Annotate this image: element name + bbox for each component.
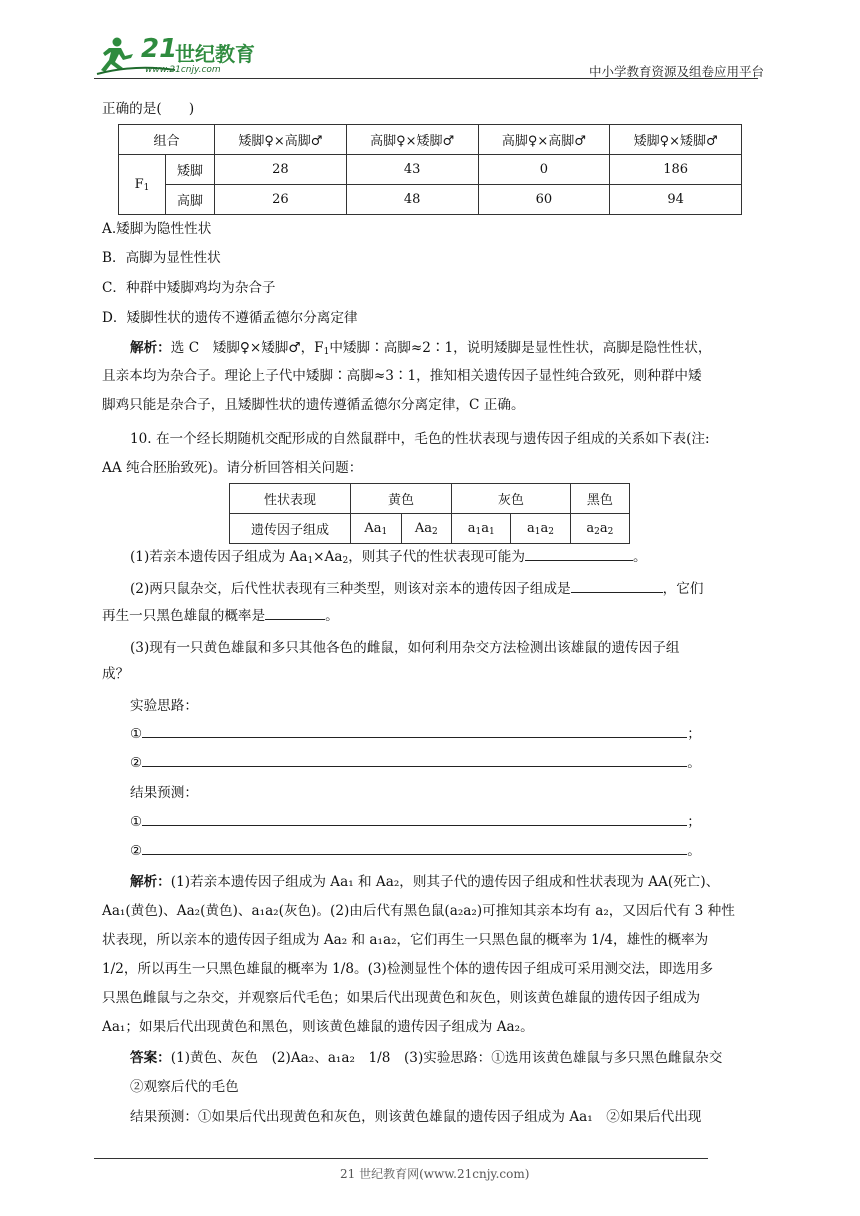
table-header: 矮脚♀×高脚♂ <box>215 125 347 155</box>
q10-analysis-line4: 1/2，所以再生一只黑色雄鼠的概率为 1/8。(3)检测显性个体的遗传因子组成可采用测交法，即选用多 <box>102 961 714 977</box>
table-cell: $a_2a_2$ <box>570 514 629 544</box>
q10-analysis-line1: 解析：(1)若亲本遗传因子组成为 Aa₁ 和 Aa₂，则其子代的遗传因子组成和性状表现为 AA(死亡)、 <box>130 874 720 890</box>
q10-analysis-line2: Aa₁(黄色)、Aa₂(黄色)、a₁a₂(灰色)。(2)由后代有黑色鼠(a₂a₂)可推知其亲本均有 a₂，又因后代有 3 种性 <box>102 903 735 919</box>
q10-answer-line2: ②观察后代的毛色 <box>130 1079 239 1095</box>
option-d: D．矮脚性状的遗传不遵循孟德尔分离定律 <box>102 310 358 326</box>
footer-divider <box>94 1158 708 1159</box>
table-cell: $Aa_2$ <box>401 514 452 544</box>
table-cell: 48 <box>346 185 478 215</box>
q10-analysis-line3: 状表现，所以亲本的遗传因子组成为 Aa₂ 和 a₁a₂，它们再生一只黑色鼠的概率为 1/4，雄性的概率为 <box>102 932 709 948</box>
table-cell: 186 <box>610 155 742 185</box>
table-cell: $a_1a_2$ <box>511 514 570 544</box>
q9-analysis-line3: 脚鸡只能是杂合子，且矮脚性状的遗传遵循孟德尔分离定律，C 正确。 <box>102 397 525 413</box>
table-row-label: 高脚 <box>166 185 215 215</box>
q10-part3-line2: 成？ <box>102 666 130 682</box>
table-cell: $Aa_1$ <box>351 514 402 544</box>
table-header: 黑色 <box>570 484 629 514</box>
table-header: 灰色 <box>452 484 571 514</box>
idea-line-2: ② 。 <box>130 755 701 771</box>
header-platform-text: 中小学教育资源及组卷应用平台 <box>588 64 764 79</box>
answer-blank[interactable] <box>142 725 687 738</box>
logo-title: 世纪教育 <box>175 42 255 66</box>
q9-analysis-line2: 且亲本均为杂合子。理论上子代中矮脚∶高脚≈3∶1，推知相关遗传因子显性纯合致死，则种群中矮 <box>102 368 702 384</box>
q10-part2-line1: (2)两只鼠杂交，后代性状表现有三种类型，则该对亲本的遗传因子组成是 ，它们 <box>130 581 704 597</box>
table-corner: 组合 <box>119 125 215 155</box>
q10-analysis-line6: Aa₁；如果后代出现黄色和黑色，则该黄色雄鼠的遗传因子组成为 Aa₂。 <box>102 1019 534 1035</box>
table-cell: 60 <box>478 185 610 215</box>
table-cell: 94 <box>610 185 742 215</box>
q10-answer-line3: 结果预测：①如果后代出现黄色和灰色，则该黄色雄鼠的遗传因子组成为 Aa₁ ②如果后代出现 <box>130 1109 702 1125</box>
table-header: 矮脚♀×矮脚♂ <box>610 125 742 155</box>
result-line-2: ② 。 <box>130 843 701 859</box>
table-group-f1: $F_1$ <box>119 155 166 215</box>
q10-part3-line1: (3)现有一只黄色雄鼠和多只其他各色的雌鼠，如何利用杂交方法检测出该雄鼠的遗传因子组 <box>130 640 680 656</box>
q10-answer-line1: 答案：(1)黄色、灰色 (2)Aa₂、a₁a₂ 1/8 (3)实验思路：①选用该黄色雄鼠与多只黑色雌鼠杂交 <box>130 1050 723 1066</box>
table-row-label: 矮脚 <box>166 155 215 185</box>
answer-blank[interactable] <box>142 842 687 855</box>
experiment-idea-label: 实验思路： <box>130 698 198 714</box>
result-line-1: ① ； <box>130 814 701 830</box>
q9-analysis-line1: 解析：选 C 矮脚♀×矮脚♂，$F_1$中矮脚∶高脚≈2∶1，说明矮脚是显性性状，高脚是隐性性状， <box>130 340 712 357</box>
table-cell: 26 <box>215 185 347 215</box>
q10-stem-line1: 10. 在一个经长期随机交配形成的自然鼠群中，毛色的性状表现与遗传因子组成的关系如下表(注: <box>130 431 710 447</box>
q10-part2-line2: 再生一只黑色雄鼠的概率是 。 <box>102 608 339 624</box>
site-logo[interactable] <box>95 34 260 78</box>
table-cell: 28 <box>215 155 347 185</box>
answer-blank[interactable] <box>265 607 325 620</box>
logo-number: 21 <box>141 34 178 64</box>
footer-link[interactable]: 21 世纪教育网(www.21cnjy.com) <box>340 1167 530 1181</box>
header-divider <box>94 78 758 79</box>
q10-genotype-table <box>229 483 630 544</box>
table-header: 黄色 <box>351 484 452 514</box>
q9-intro: 正确的是( ) <box>102 101 195 117</box>
answer-blank[interactable] <box>142 813 687 826</box>
table-header: 高脚♀×矮脚♂ <box>346 125 478 155</box>
answer-blank[interactable] <box>142 754 687 767</box>
answer-blank[interactable] <box>525 548 633 561</box>
table-header: 高脚♀×高脚♂ <box>478 125 610 155</box>
table-cell: 0 <box>478 155 610 185</box>
q9-cross-table <box>118 124 742 215</box>
option-b: B．高脚为显性性状 <box>102 250 221 266</box>
option-c: C．种群中矮脚鸡均为杂合子 <box>102 280 276 296</box>
table-row-label: 遗传因子组成 <box>230 514 351 544</box>
answer-blank[interactable] <box>571 580 663 593</box>
result-prediction-label: 结果预测： <box>130 785 198 801</box>
q10-stem-line2: AA 纯合胚胎致死)。请分析回答相关问题： <box>102 460 363 476</box>
table-cell: $a_1a_1$ <box>452 514 511 544</box>
q10-part1: (1)若亲本遗传因子组成为 $Aa_1\times Aa_2$，则其子代的性状表现可能为 。 <box>130 549 647 566</box>
table-cell: 43 <box>346 155 478 185</box>
logo-url: www.21cnjy.com <box>145 65 221 75</box>
q10-analysis-line5: 只黑色雌鼠与之杂交，并观察后代毛色；如果后代出现黄色和灰色，则该黄色雄鼠的遗传因子组成为 <box>102 990 701 1006</box>
table-header: 性状表现 <box>230 484 351 514</box>
option-a: A.矮脚为隐性性状 <box>102 221 212 237</box>
idea-line-1: ① ； <box>130 726 701 742</box>
